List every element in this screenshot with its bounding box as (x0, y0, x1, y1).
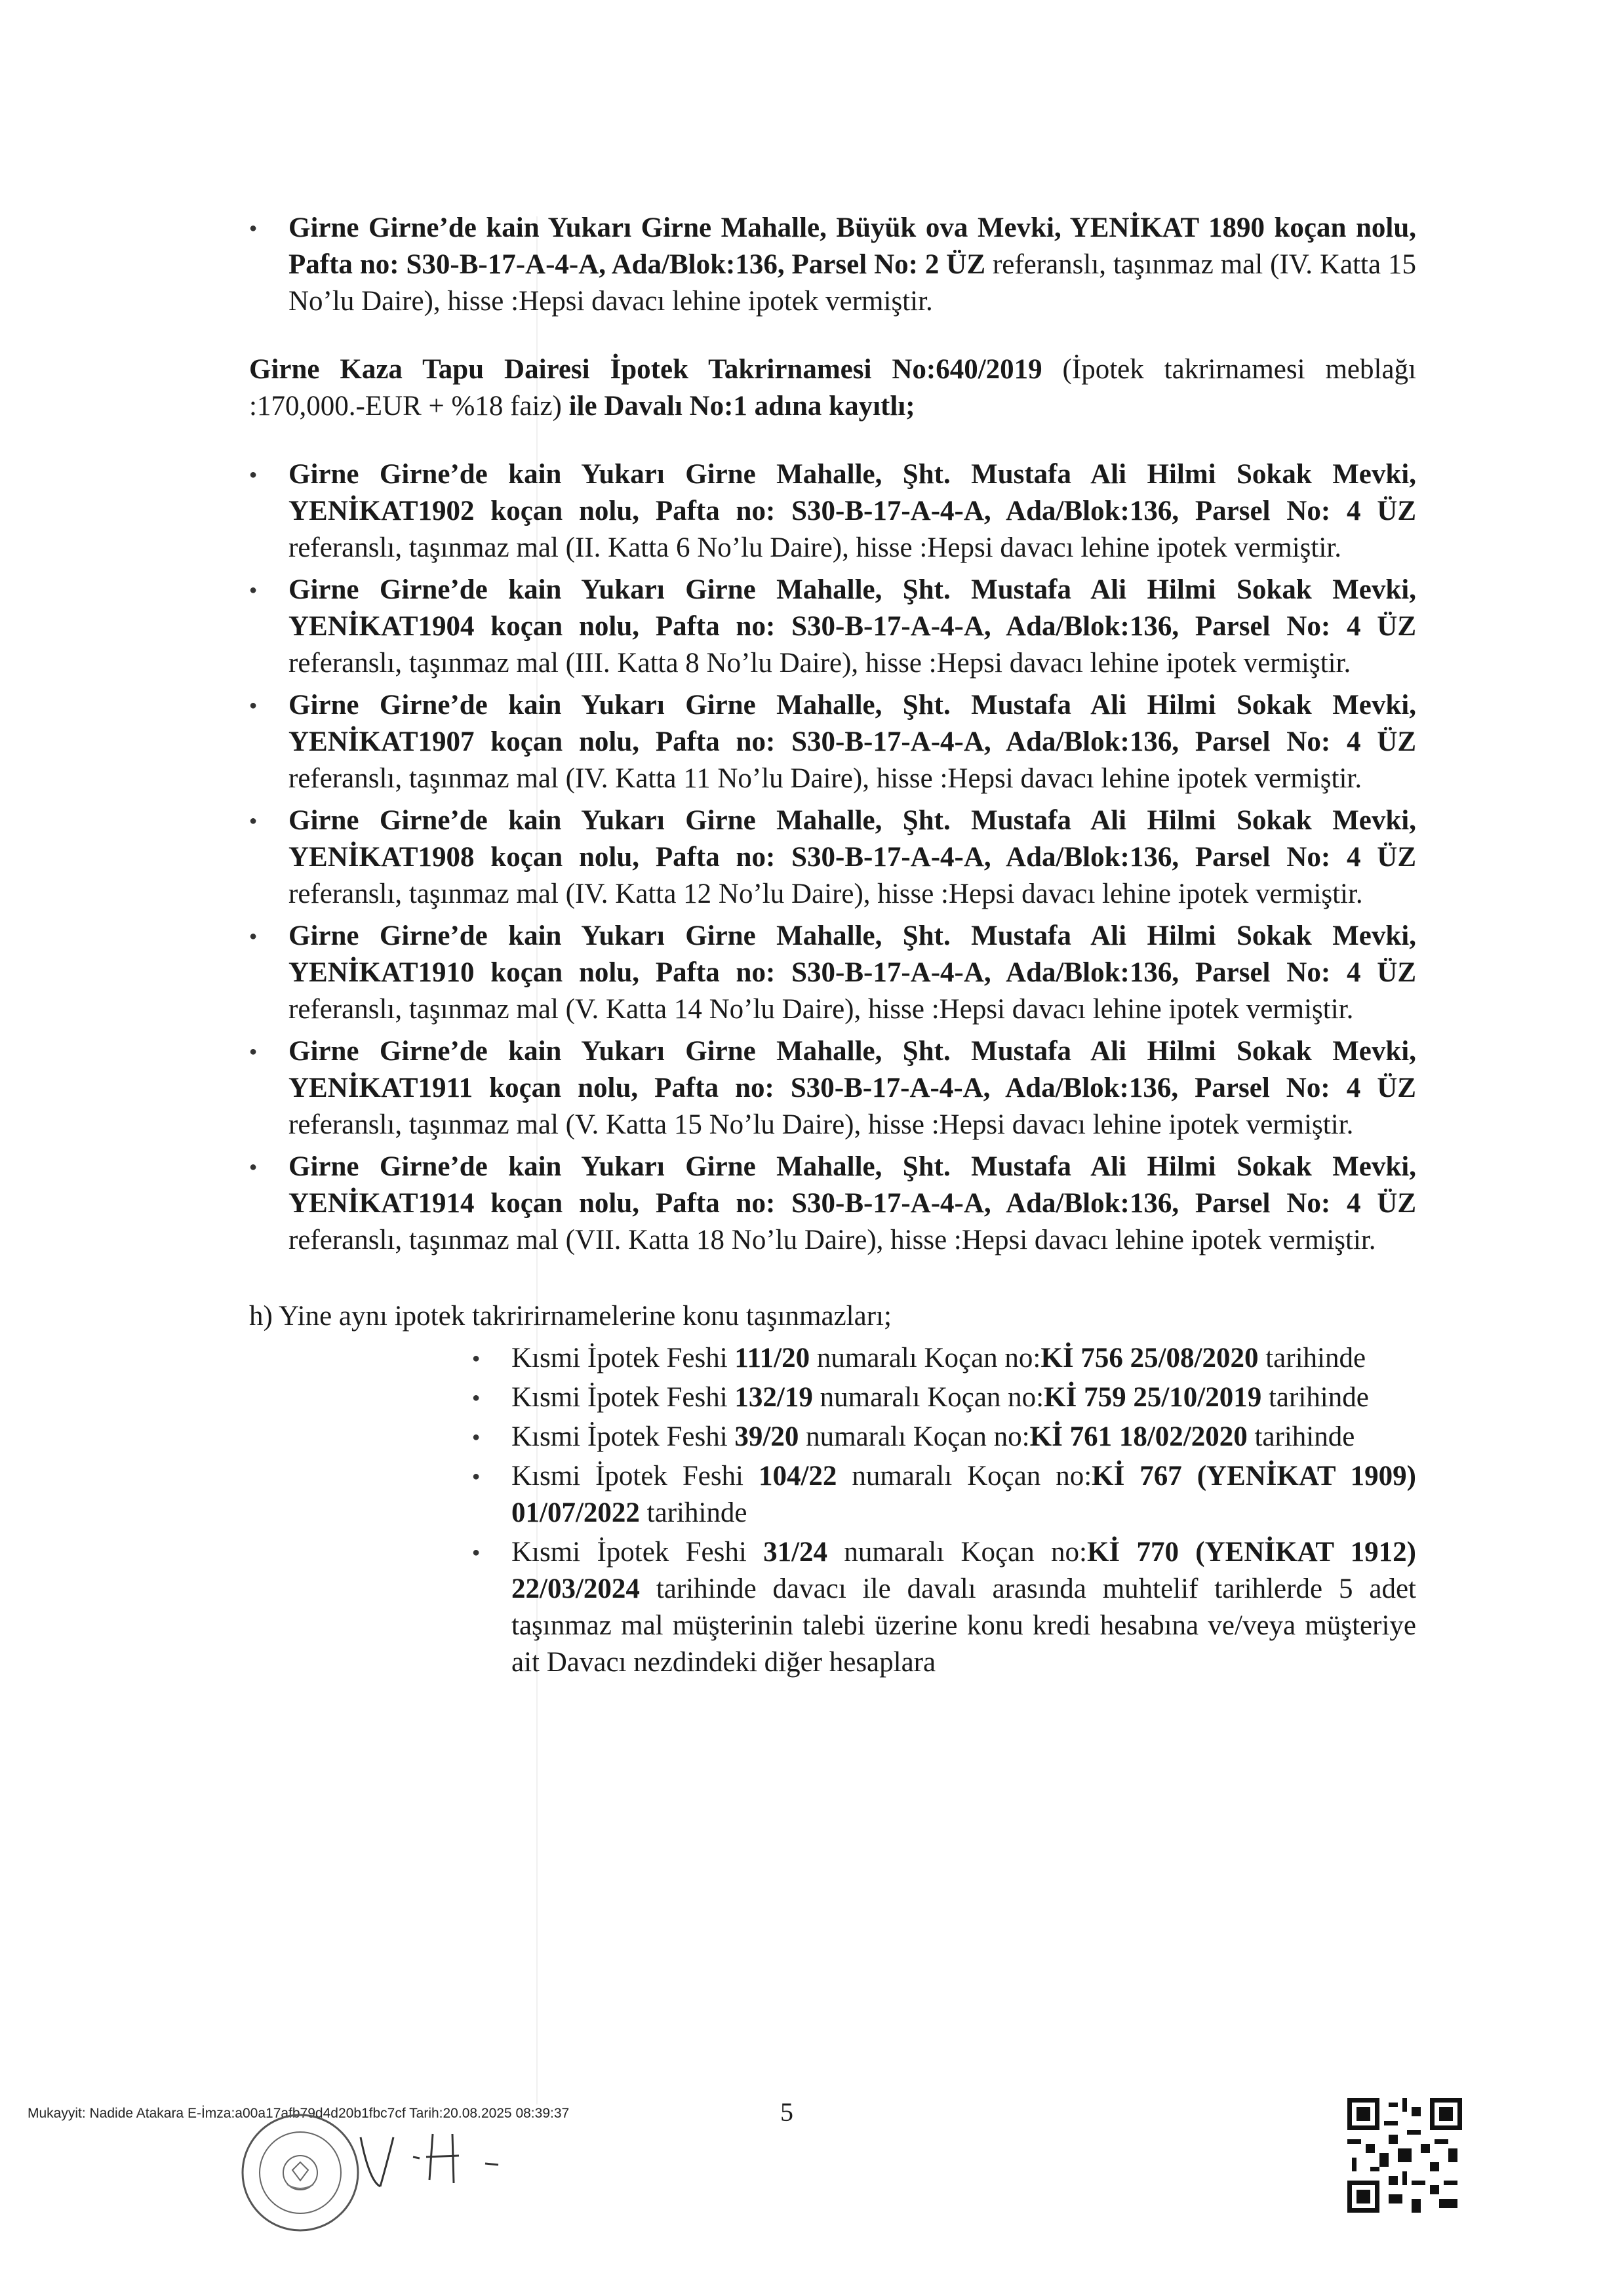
text: referanslı, taşınmaz mal (II. Katta 6 No’lu Daire), hisse :Hepsi davacı lehine ipotek vermiştir. (288, 532, 1341, 563)
signature-mark (354, 2124, 525, 2196)
official-seal-icon (235, 2107, 366, 2238)
page-number: 5 (780, 2097, 793, 2127)
bold-text: Kİ 761 18/02/2020 (1029, 1421, 1248, 1452)
bold-text: Girne Girne’de kain Yukarı Girne Mahalle, Şht. Mustafa Ali Hilmi Sokak Mevki, YENİKAT1902 koçan nolu, Pafta no: S30-B-17-A-4-A, Ada/Blok:136, Parsel No: 4 ÜZ (288, 459, 1416, 526)
qr-code-icon (1347, 2098, 1462, 2213)
property-item (249, 1033, 1416, 1143)
property-item (249, 1149, 1416, 1259)
bold-text: 132/19 (734, 1382, 813, 1413)
bold-text: Girne Girne’de kain Yukarı Girne Mahalle, Şht. Mustafa Ali Hilmi Sokak Mevki, YENİKAT1911 koçan nolu, Pafta no: S30-B-17-A-4-A, Ada/Blok:136, Parsel No: 4 ÜZ (288, 1036, 1416, 1103)
release-item (472, 1340, 1416, 1377)
property-item (249, 456, 1416, 566)
property-item (249, 802, 1416, 913)
property-item (249, 687, 1416, 797)
text: numaralı Koçan no: (827, 1537, 1087, 1568)
property-item (249, 210, 1416, 320)
text: tarihinde (639, 1497, 747, 1528)
bold-text: Girne Girne’de kain Yukarı Girne Mahalle, Şht. Mustafa Ali Hilmi Sokak Mevki, YENİKAT1904 koçan nolu, Pafta no: S30-B-17-A-4-A, Ada/Blok:136, Parsel No: 4 ÜZ (288, 574, 1416, 642)
document-body (249, 210, 1416, 1684)
text: referanslı, taşınmaz mal (III. Katta 8 No’lu Daire), hisse :Hepsi davacı lehine ipotek vermiştir. (288, 648, 1351, 679)
text: numaralı Koçan no: (837, 1461, 1092, 1492)
bold-text: 111/20 (734, 1343, 810, 1373)
bold-text: 31/24 (763, 1537, 828, 1568)
bold-text: Girne Girne’de kain Yukarı Girne Mahalle, Şht. Mustafa Ali Hilmi Sokak Mevki, YENİKAT1910 koçan nolu, Pafta no: S30-B-17-A-4-A, Ada/Blok:136, Parsel No: 4 ÜZ (288, 920, 1416, 988)
text: tarihinde (1261, 1382, 1369, 1413)
text: Kısmi İpotek Feshi (511, 1421, 735, 1452)
bold-text: Girne Girne’de kain Yukarı Girne Mahalle, Şht. Mustafa Ali Hilmi Sokak Mevki, YENİKAT1908 koçan nolu, Pafta no: S30-B-17-A-4-A, Ada/Blok:136, Parsel No: 4 ÜZ (288, 805, 1416, 873)
bold-text: Girne Girne’de kain Yukarı Girne Mahalle, Şht. Mustafa Ali Hilmi Sokak Mevki, YENİKAT1907 koçan nolu, Pafta no: S30-B-17-A-4-A, Ada/Blok:136, Parsel No: 4 ÜZ (288, 690, 1416, 757)
text: Kısmi İpotek Feshi (511, 1537, 764, 1568)
release-item (472, 1379, 1416, 1416)
text: referanslı, taşınmaz mal (IV. Katta 11 No’lu Daire), hisse :Hepsi davacı lehine ipotek vermiştir. (288, 763, 1362, 794)
text: numaralı Koçan no: (799, 1421, 1030, 1452)
bold-text: Kİ 767 (YENİKAT 1909) 01/07/2022 (511, 1461, 1416, 1528)
partial-release-list (472, 1340, 1416, 1681)
property-item (249, 918, 1416, 1028)
bold-text: Girne Girne’de kain Yukarı Girne Mahalle, Şht. Mustafa Ali Hilmi Sokak Mevki, YENİKAT1914 koçan nolu, Pafta no: S30-B-17-A-4-A, Ada/Blok:136, Parsel No: 4 ÜZ (288, 1151, 1416, 1219)
text: Kısmi İpotek Feshi (511, 1343, 735, 1373)
bold-text: Kİ 756 25/08/2020 (1040, 1343, 1259, 1373)
property-list-top (249, 210, 1416, 320)
text: tarihinde (1258, 1343, 1366, 1373)
bold-text: Kİ 770 (YENİKAT 1912) 22/03/2024 (511, 1537, 1416, 1604)
bold-text: 104/22 (758, 1461, 837, 1492)
text: referanslı, taşınmaz mal (IV. Katta 12 No’lu Daire), hisse :Hepsi davacı lehine ipotek vermiştir. (288, 879, 1363, 909)
text: referanslı, taşınmaz mal (VII. Katta 18 No’lu Daire), hisse :Hepsi davacı lehine ipotek vermiştir. (288, 1225, 1376, 1255)
release-item (472, 1458, 1416, 1531)
bold-text: Girne Girne’de kain Yukarı Girne Mahalle, Büyük ova Mevki, YENİKAT 1890 koçan nolu, Pafta no: S30-B-17-A-4-A, Ada/Blok:136, Parsel No: 2 ÜZ (288, 212, 1416, 280)
property-list-main (249, 456, 1416, 1259)
bold-text: Kİ 759 25/10/2019 (1044, 1382, 1262, 1413)
section-h-heading: h) Yine aynı ipotek takririrnamelerine konu taşınmazları; (249, 1301, 892, 1332)
text: referanslı, taşınmaz mal (IV. Katta 15 No’lu Daire), hisse :Hepsi davacı lehine ipotek vermiştir. (288, 249, 1416, 317)
text: tarihinde davacı ile davalı arasında muhtelif tarihlerde 5 adet taşınmaz mal müşterinin talebi üzerine konu kredi hesabına ve/veya müşteriye ait Davacı nezdindeki diğer hesaplara (511, 1573, 1416, 1678)
text: numaralı Koçan no: (810, 1343, 1041, 1373)
release-item (472, 1419, 1416, 1455)
text: Kısmi İpotek Feshi (511, 1461, 759, 1492)
mortgage-deed-paragraph (249, 351, 1416, 425)
property-item (249, 572, 1416, 682)
text: (İpotek takrirnamesi meblağı :170,000.-EUR + %18 faiz) (249, 354, 1416, 422)
text: referanslı, taşınmaz mal (V. Katta 14 No’lu Daire), hisse :Hepsi davacı lehine ipotek vermiştir. (288, 994, 1354, 1025)
text: referanslı, taşınmaz mal (V. Katta 15 No’lu Daire), hisse :Hepsi davacı lehine ipotek vermiştir. (288, 1109, 1354, 1140)
text: tarihinde (1247, 1421, 1355, 1452)
text: numaralı Koçan no: (812, 1382, 1044, 1413)
release-item (472, 1534, 1416, 1681)
bold-text: 39/20 (734, 1421, 799, 1452)
bold-text: Girne Kaza Tapu Dairesi İpotek Takrirnamesi No:640/2019 (249, 354, 1042, 385)
recorder-signature-line: Mukayyit: Nadide Atakara E-İmza:a00a17afb79d4d20b1fbc7cf Tarih:20.08.2025 08:39:37 (28, 2106, 570, 2121)
text: Kısmi İpotek Feshi (511, 1382, 735, 1413)
bold-text: ile Davalı No:1 adına kayıtlı; (568, 391, 915, 422)
